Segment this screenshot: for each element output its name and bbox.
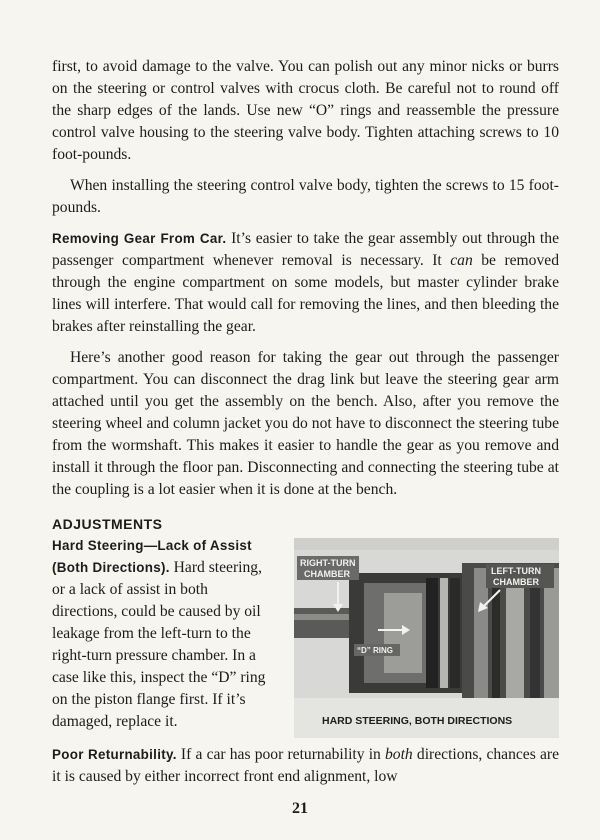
paragraph-2: When installing the steering control valve body, tighten the screws to 15 foot-pounds.	[52, 177, 559, 216]
label-left-turn-line1: LEFT-TURN	[491, 566, 541, 576]
paragraph-4: Here’s another good reason for taking the gear out through the passenger compartment. You can disconnect the drag link but leave the steering gear arm attached until you get the assembly on the bench. Also, after you remove the steering wheel and column jacket you do not have to disconnect the steering tube from the wormshaft. This makes it easier to handle the gear as you remove and install it through the floor pan. Disconnecting and connecting the steering tube at the coupling is a lot easier when it is done at the bench.	[52, 349, 559, 498]
label-right-turn-line2: CHAMBER	[304, 569, 350, 579]
runin-heading-hard-steering: Hard Steering—Lack of Assist (Both Directions).	[52, 538, 252, 575]
paragraph-text: directions, chances are it is caused by either incorrect front end alignment, low	[52, 746, 559, 785]
paragraph-text: It’s easier to take the gear assembly out through the passenger compartment whenever removal is necessary. It	[52, 230, 559, 269]
runin-heading-removing-gear: Removing Gear From Car.	[52, 231, 227, 246]
emphasis-text: both	[385, 746, 413, 763]
paragraph-text: If a car has poor returnability in	[176, 746, 385, 763]
label-left-turn-line2: CHAMBER	[493, 577, 539, 587]
paragraph-poor-returnability	[52, 744, 559, 788]
section-heading-adjustments: ADJUSTMENTS	[52, 516, 163, 532]
page-number: 21	[292, 800, 308, 817]
adjustments-section	[52, 535, 559, 738]
paragraph-hard-steering	[52, 535, 277, 733]
emphasis-text: can	[450, 252, 473, 269]
figure-caption: HARD STEERING, BOTH DIRECTIONS	[322, 715, 513, 727]
runin-heading-poor-returnability: Poor Returnability.	[52, 747, 177, 762]
figure-hard-steering	[294, 538, 559, 738]
steering-gear-illustration	[294, 538, 559, 738]
paragraph-text: Hard steering, or a lack of assist in both directions, could be caused by oil leakage from the left-turn to the right-turn pressure chamber. In a case like this, inspect the “D” ring on the piston flange first. If it’s damaged, replace it.	[52, 559, 266, 730]
paragraph-text: be removed through the engine compartment on some models, but master cylinder brake lines will interfere. That would call for removing the lines, and then bleeding the brakes after reinstalling the gear.	[52, 252, 559, 335]
label-d-ring: “D” RING	[357, 646, 393, 655]
paragraph-1: first, to avoid damage to the valve. You can polish out any minor nicks or burrs on the steering or control valves with crocus cloth. Be careful not to round off the sharp edges of the lands. Use new “O” rings and reassemble the pressure control valve housing to the steering valve body. Tighten attaching screws to 10 foot-pounds.	[52, 58, 559, 163]
adjustments-text-column	[52, 535, 277, 738]
label-right-turn-line1: RIGHT-TURN	[300, 558, 356, 568]
paragraph-removing-gear	[52, 228, 559, 338]
page-body	[52, 56, 559, 788]
